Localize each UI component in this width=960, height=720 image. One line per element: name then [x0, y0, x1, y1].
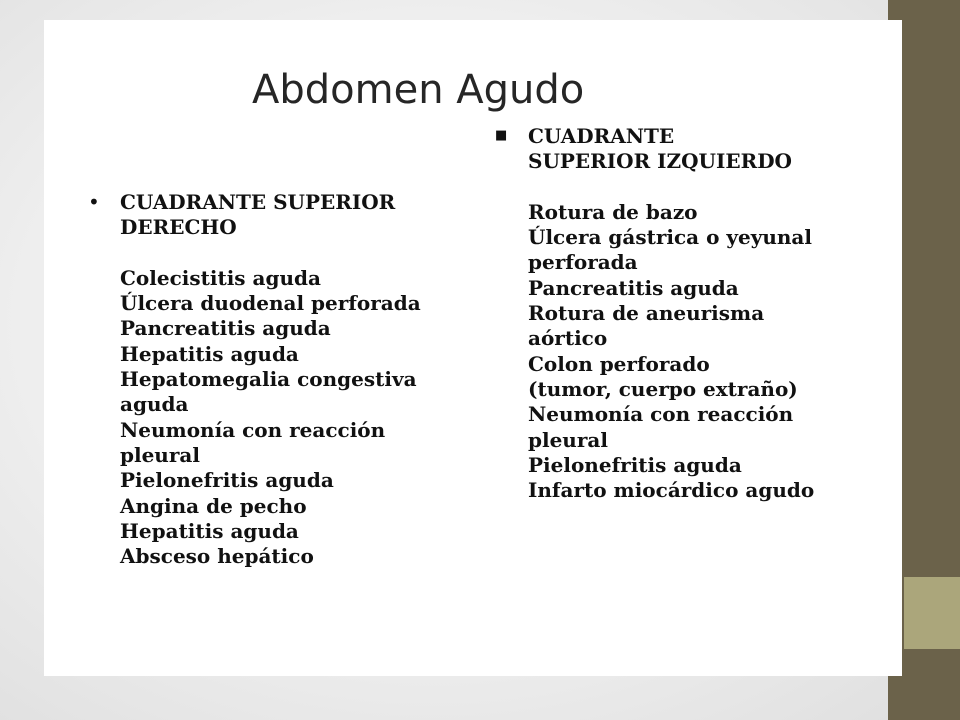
list-item: Rotura de bazo [528, 199, 698, 224]
left-spacer [120, 241, 465, 266]
list-item: Colecistitis aguda [120, 265, 321, 290]
list-item: Hepatitis aguda [120, 518, 299, 543]
left-bullet-icon: • [88, 190, 100, 214]
list-item: Infarto miocárdico agudo [528, 478, 815, 503]
list-item: pleural [120, 442, 200, 467]
list-item: aórtico [528, 326, 608, 351]
list-item: pleural [528, 427, 608, 452]
right-condition-list [528, 200, 873, 504]
left-condition-list [120, 266, 465, 570]
right-bullet-icon: ■ [495, 128, 508, 143]
decorative-accent-block [904, 577, 960, 649]
list-item: Pancreatitis aguda [120, 316, 331, 341]
list-item: Neumonía con reacción [528, 402, 794, 427]
left-quadrant-column [120, 190, 465, 569]
list-item: Pancreatitis aguda [528, 275, 739, 300]
list-item: Hepatitis aguda [120, 341, 299, 366]
slide-title: Abdomen Agudo [252, 67, 585, 113]
right-heading-line: SUPERIOR IZQUIERDO [528, 149, 792, 174]
list-item: Angina de pecho [120, 493, 307, 518]
list-item: perforada [528, 250, 638, 275]
left-heading-line: CUADRANTE SUPERIOR [120, 190, 396, 214]
list-item: Hepatomegalia congestiva [120, 367, 417, 392]
list-item: aguda [120, 392, 189, 417]
right-spacer [528, 175, 873, 200]
list-item: Absceso hepático [120, 544, 314, 569]
list-item: Úlcera gástrica o yeyunal [528, 225, 812, 250]
list-item: Úlcera duodenal perforada [120, 291, 421, 316]
list-item: Pielonefritis aguda [120, 468, 334, 493]
right-heading-line: CUADRANTE [528, 124, 675, 148]
list-item: Pielonefritis aguda [528, 452, 742, 477]
left-heading-line: DERECHO [120, 215, 237, 240]
list-item: Neumonía con reacción [120, 417, 386, 442]
list-item: Rotura de aneurisma [528, 301, 765, 326]
list-item: Colon perforado [528, 351, 710, 376]
right-quadrant-column [528, 124, 873, 503]
list-item: (tumor, cuerpo extraño) [528, 376, 798, 401]
